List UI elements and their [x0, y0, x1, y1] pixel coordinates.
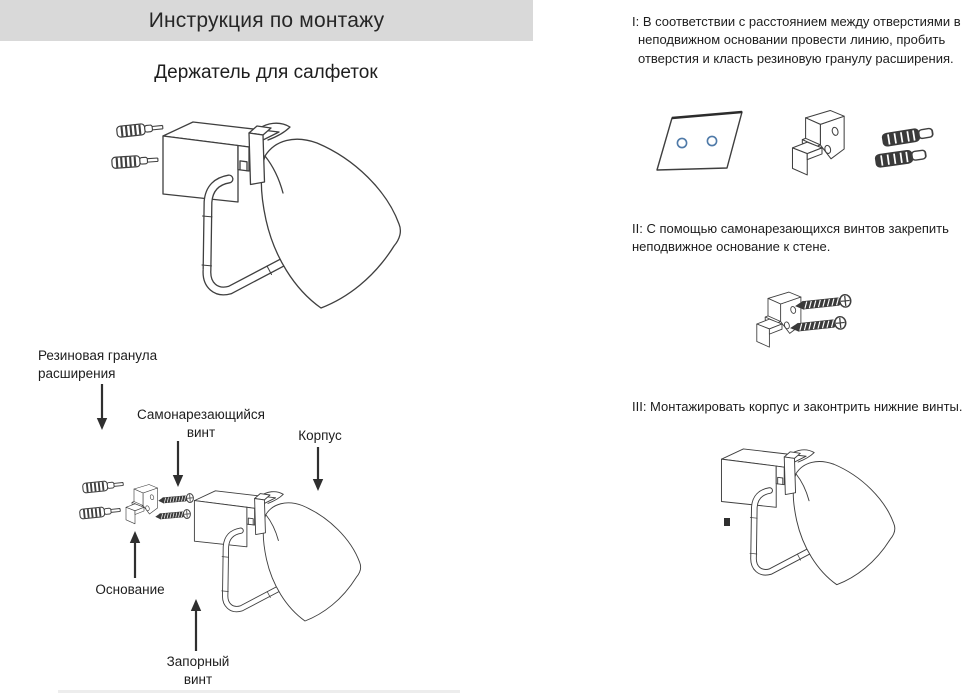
rubber-dowel-drawing: [112, 154, 159, 168]
label-locking-screw: Запорный винт: [166, 654, 230, 687]
base-drawing: [792, 110, 844, 174]
label-base: Основание: [95, 582, 165, 597]
step-3-drawing: [680, 432, 970, 650]
screw-drawing: [156, 509, 191, 521]
holder-drawing: [721, 449, 894, 585]
base-drawing: [126, 485, 158, 524]
step-2-drawing: [620, 262, 970, 390]
arrow-up-base: [128, 531, 142, 578]
step-1-text: I: В соответствии с расстоянием между отверстиями в неподвижном основании провести линию, пробить отверстия и класть резиновую гранулу расширения.: [632, 14, 961, 66]
product-subtitle: Держатель для салфеток: [154, 62, 378, 83]
rubber-dowel-drawing: [82, 479, 123, 493]
rubber-dowel-drawing: [882, 126, 933, 146]
title-bar: [0, 0, 533, 41]
rubber-dowel-drawing: [116, 122, 163, 138]
rubber-dowel-drawing: [79, 505, 120, 519]
step-3-text: III: Монтажировать корпус и законтрить нижние винты.: [632, 399, 963, 414]
drill-hole: [707, 136, 716, 145]
base-drawing: [757, 292, 801, 347]
set-screw-drawing: [724, 518, 730, 526]
main-assembly-drawing: [95, 108, 435, 333]
holder-drawing: [194, 491, 360, 621]
drill-hole: [677, 138, 686, 147]
label-self-tapping-screw: Самонарезающийся винт: [137, 407, 265, 440]
page-edge-shadow: [58, 690, 460, 693]
step-1-drawing: [645, 98, 965, 210]
rubber-dowel-drawing: [875, 148, 926, 167]
page-title: Инструкция по монтажу: [148, 8, 385, 32]
screw-drawing: [795, 294, 851, 312]
label-rubber-granule: Резиновая гранула расширения: [38, 348, 158, 381]
step-2-text: II: С помощью самонарезающихся винтов закрепить неподвижное основание к стене.: [632, 221, 949, 255]
exploded-view-drawing: [75, 468, 415, 643]
holder-drawing: [163, 122, 400, 308]
arrow-down-granule: [95, 384, 109, 430]
screw-drawing: [159, 493, 194, 505]
arrow-up-locking-screw: [189, 599, 203, 651]
label-body: Корпус: [298, 428, 342, 443]
wall-plate-drawing: [657, 112, 742, 170]
